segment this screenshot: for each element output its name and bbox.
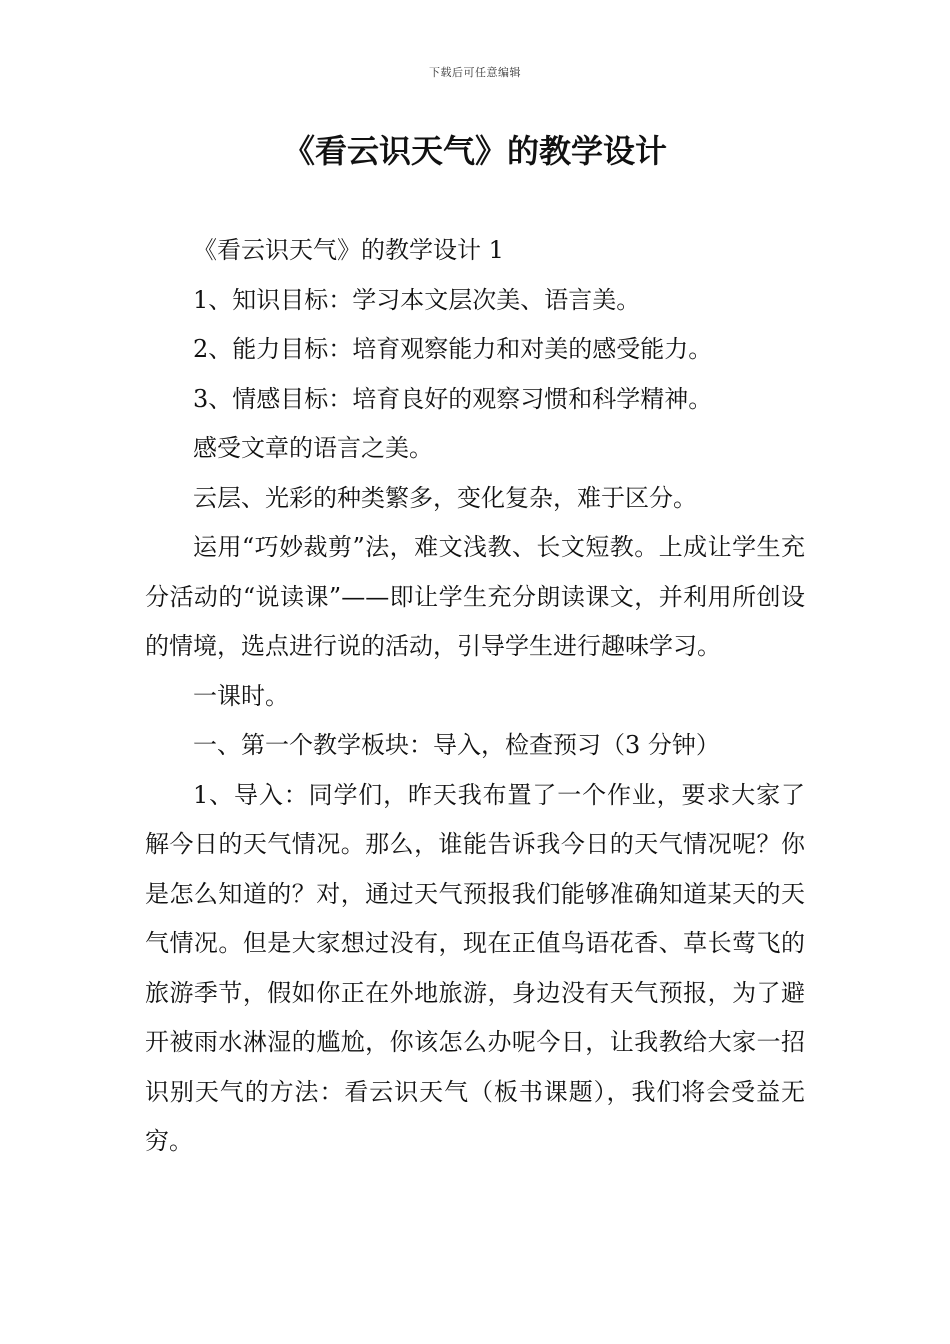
paragraph-section-one: 一、第一个教学板块：导入，检查预习（3 分钟）	[193, 731, 720, 759]
document-title: 《看云识天气》的教学设计	[282, 132, 667, 170]
paragraph-class-hours: 一课时。	[193, 681, 289, 710]
paragraph-key-point: 感受文章的语言之美。	[193, 434, 433, 462]
paragraph-method: 运用“巧妙裁剪”法，难文浅教、长文短教。上成让学生充分活动的“说读课”——即让学生充分朗读课文，并利用所创设的情境，选点进行说的活动，引导学生进行趣味学习。	[145, 533, 805, 660]
document-body	[145, 226, 805, 1167]
paragraph-knowledge-goal: 1、知识目标：学习本文层次美、语言美。	[193, 285, 641, 314]
paragraph-difficulty: 云层、光彩的种类繁多，变化复杂，难于区分。	[193, 483, 697, 512]
paragraph-emotion-goal: 3、情感目标：培育良好的观察习惯和科学精神。	[193, 384, 713, 413]
header-note: 下载后可任意编辑	[429, 66, 521, 79]
paragraph-ability-goal: 2、能力目标：培育观察能力和对美的感受能力。	[193, 335, 713, 363]
paragraph-introduction: 1、导入：同学们，昨天我布置了一个作业，要求大家了解今日的天气情况。那么，谁能告诉我今日的天气情况呢？你是怎么知道的？对，通过天气预报我们能够准确知道某天的天气情况。但是大家想过没有，现在正值鸟语花香、草长莺飞的旅游季节，假如你正在外地旅游，身边没有天气预报，为了避开被雨水淋湿的尴尬，你该怎么办呢今日，让我教给大家一招识别天气的方法：看云识天气（板书课题），我们将会受益无穷。	[145, 780, 805, 1155]
paragraph-subtitle: 《看云识天气》的教学设计 1	[193, 236, 504, 264]
